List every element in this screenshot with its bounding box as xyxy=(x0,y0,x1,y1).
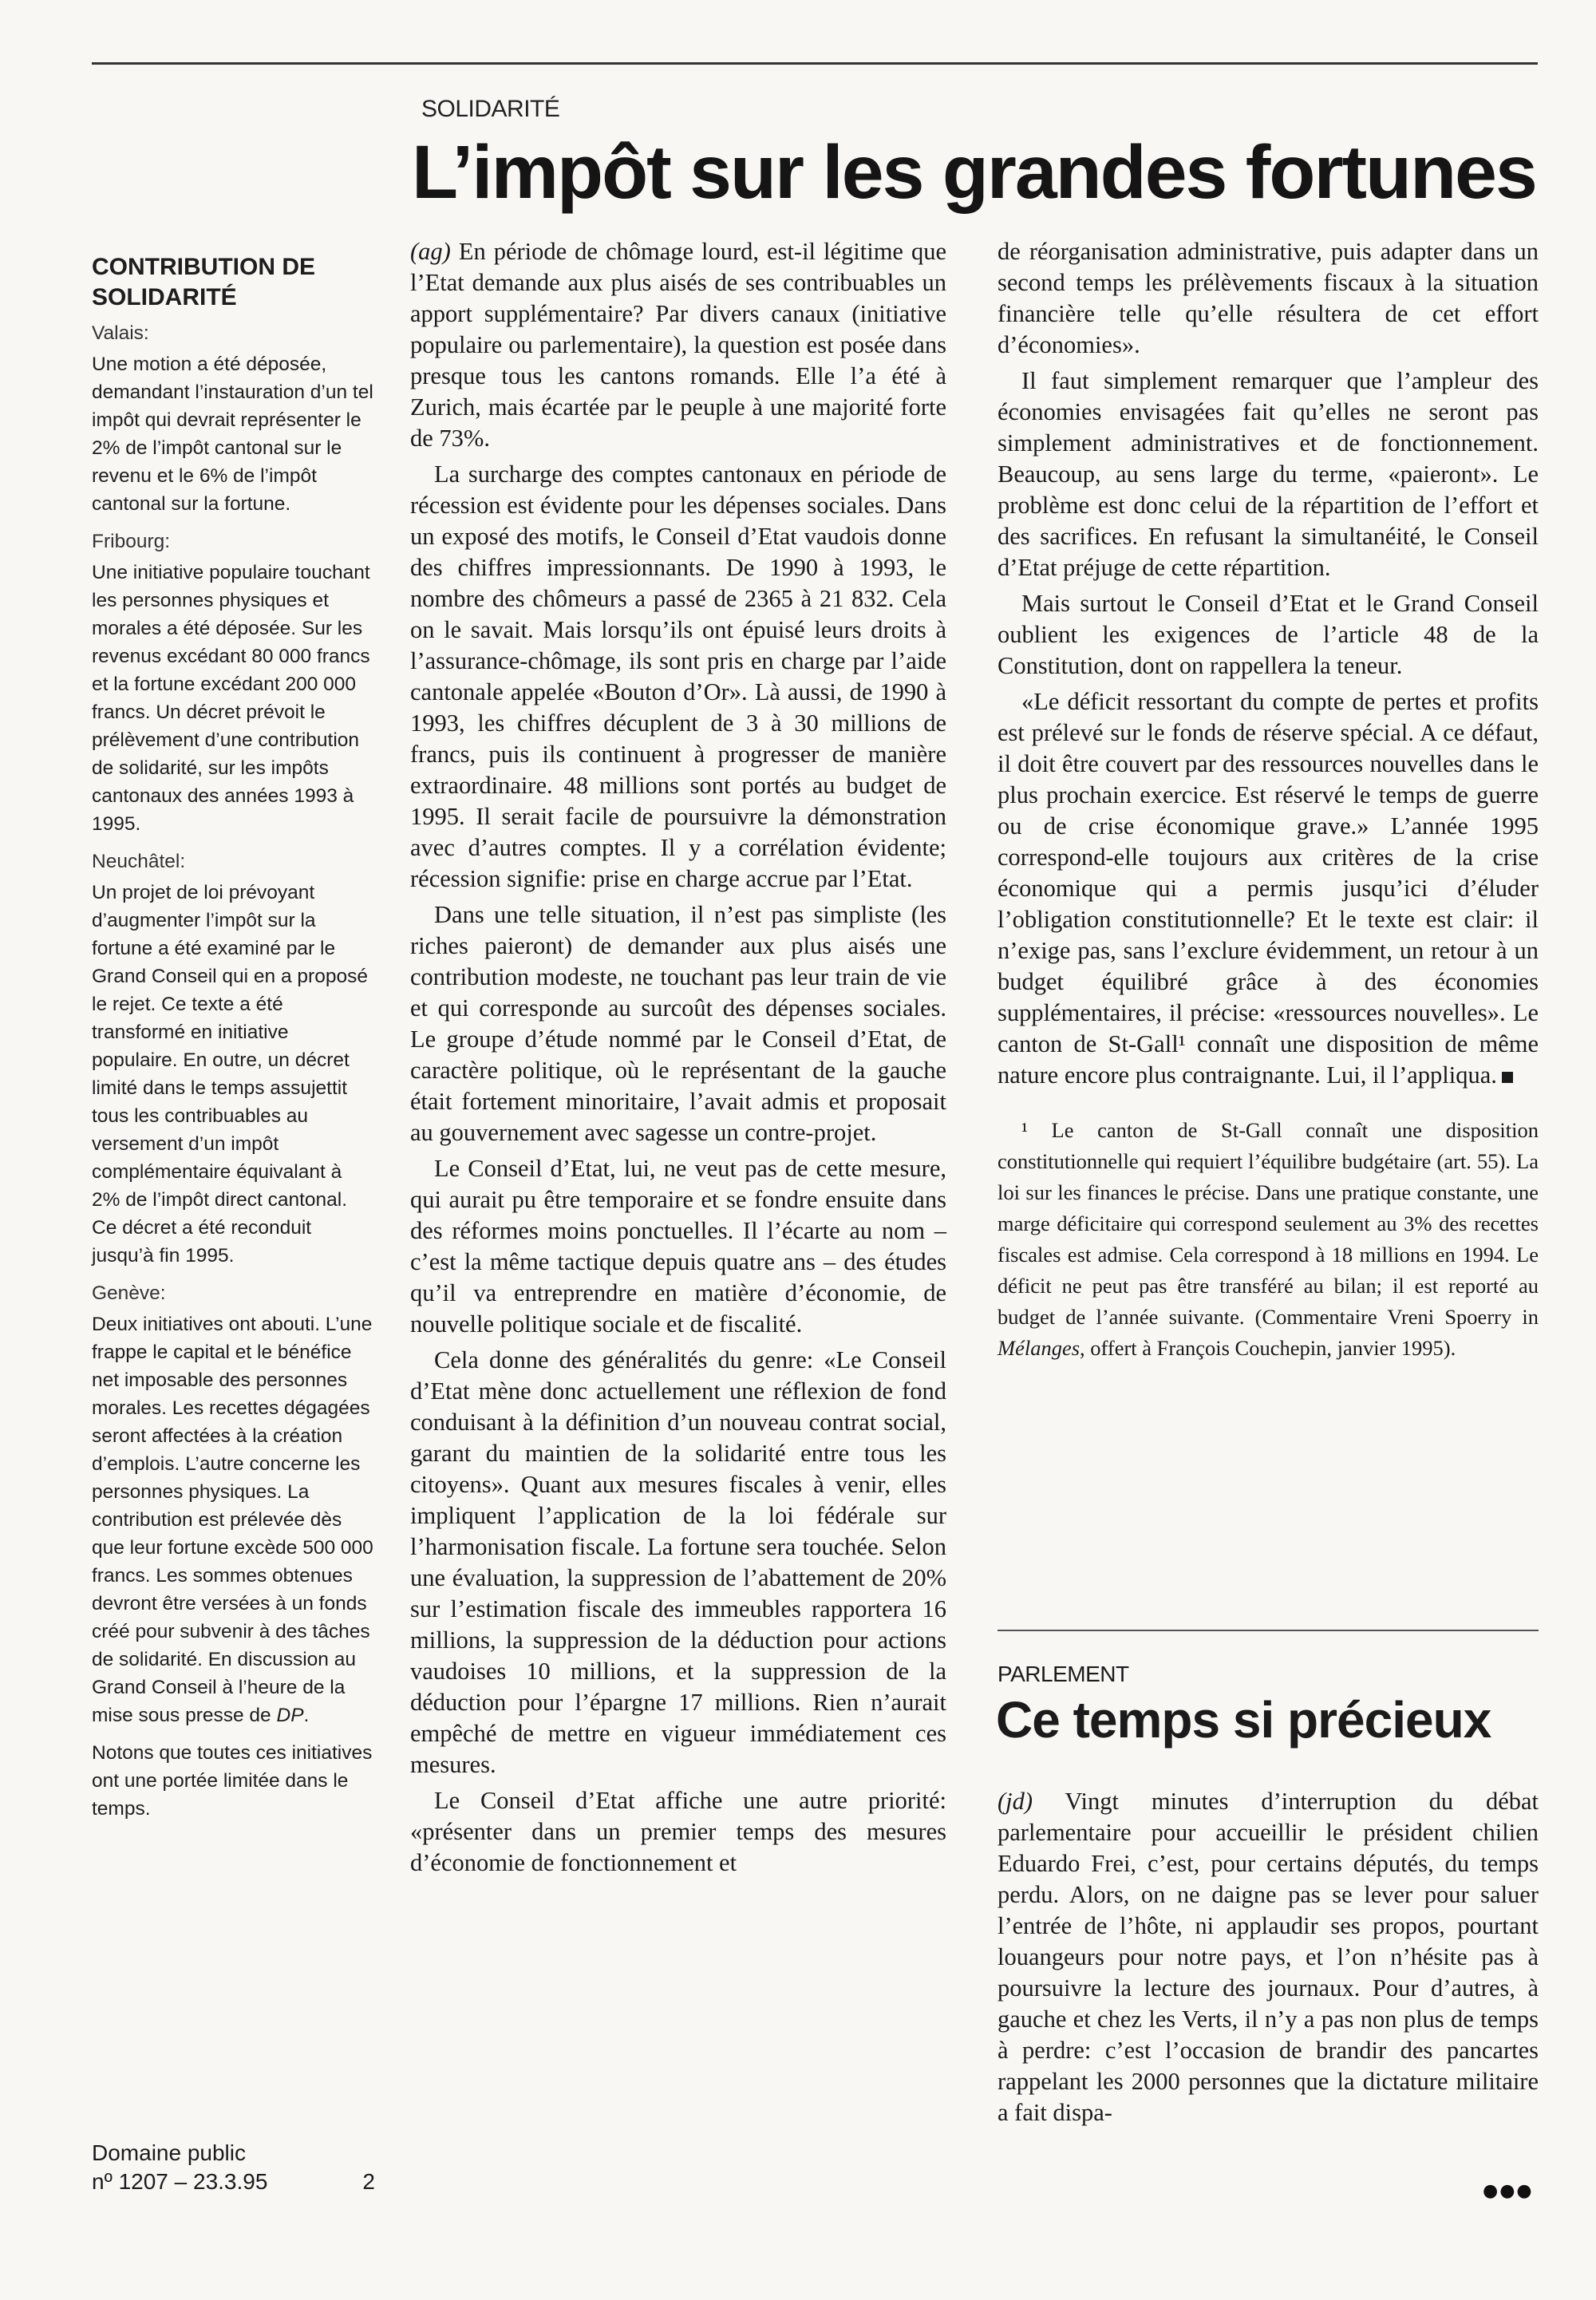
paragraph: Mais surtout le Conseil d’Etat et le Grand Conseil oublient les exigences de l’article 48 de la Constitution, dont on rappellera la teneur. xyxy=(998,590,1539,679)
sidebar-note: Notons que toutes ces initiatives ont une portée limitée dans le temps. xyxy=(92,1742,373,1820)
paragraph-text: Vingt minutes d’interruption du débat parlementaire pour accueillir le président chilien Eduardo Frei, c’est, pour certains députés, du temps perdu. Alors, on ne daigne pas se lever pour saluer l’entrée de l’hôte, ni applaudir ses propos, pourtant louangeurs pour notre pays, et l’on n’hésite pas à poursuivre la lecture des journaux. Pour d’autres, à gauche et chez les Verts, il n’y a pas non plus de temps à perdre: c’est l’occasion de brandir des pancartes rappelant les 2000 personnes que la dictature militaire a fait dispa- xyxy=(998,1788,1539,2126)
article2-body xyxy=(998,1786,1539,2128)
sidebar-text-fribourg: Une initiative populaire touchant les personnes physiques et morales a été déposée. Sur les revenus excédant 80 000 francs et la fortune excédant 200 000 francs. Un décret prévoit le prélèvement d’une contribution de solidarité, sur les impôts cantonaux des années 1993 à 1995. xyxy=(92,562,370,835)
sidebar-text-geneve xyxy=(92,1310,375,1729)
paragraph: Le Conseil d’Etat, lui, ne veut pas de cette mesure, qui aurait pu être temporaire et se fondre ensuite dans des réformes moins ponctuelles. Il l’écarte au nom – c’est la même tactique depuis quatre ans – des études qu’il va entreprendre en matière d’économie, de nouvelle politique sociale et de fiscalité. xyxy=(410,1155,946,1338)
sidebar-region-geneve: Genève: xyxy=(92,1282,166,1304)
article-column-1 xyxy=(410,236,946,1883)
sidebar-region-neuchatel: Neuchâtel: xyxy=(92,851,186,872)
author-initials: (jd) xyxy=(998,1788,1033,1815)
sidebar-text-geneve-end: . xyxy=(303,1705,310,1726)
footnote-italic: Mélanges xyxy=(998,1336,1080,1360)
sidebar-text-neuchatel: Un projet de loi prévoyant d’augmenter l’impôt sur la fortune a été examiné par le Grand Conseil qui en a proposé le rejet. Ce texte a été transformé en initiative populaire. En outre, un décret limité dans le temps assujettit tous les contribuables au versement d’un impôt complémentaire équivalant à 2% de l’impôt direct cantonal. Ce décret a été reconduit jusqu’à fin 1995. xyxy=(92,882,368,1267)
sidebar-text-valais: Une motion a été déposée, demandant l’instauration d’un tel impôt qui devrait représenter le 2% de l’impôt cantonal sur le revenu et le 6% de l’impôt cantonal sur la fortune. xyxy=(92,354,373,515)
article-headline: L’impôt sur les grandes fortunes xyxy=(412,130,1536,215)
paragraph: La surcharge des comptes cantonaux en période de récession est évidente pour les dépenses sociales. Dans un exposé des motifs, le Conseil d’Etat vaudois donne des chiffres impressionnants. De 1990 à 1993, le nombre des chômeurs a passé de 2365 à 21 832. Cela on le savait. Mais lorsqu’ils ont épuisé leurs droits à l’assurance-chômage, ils sont pris en charge par l’aide cantonale appelée «Bouton d’Or». Là aussi, de 1990 à 1993, les chiffres décuplent de 3 à 30 millions de francs, puis ils continuent à progresser de manière extraordinaire. 48 millions sont portés au budget de 1995. Il serait facile de poursuivre la démonstration avec d’autres comptes. Il y a corrélation évidente; récession signifie: prise en charge accrue par l’Etat. xyxy=(410,460,946,892)
paragraph: Dans une telle situation, il n’est pas simpliste (les riches paieront) de demander aux plus aisés une contribution modeste, ne touchant pas leur train de vie et qui corresponde au surcoût des dépenses sociales. Le groupe d’étude nommé par le Conseil d’Etat, de caractère politique, où le représentant de la gauche était fortement minoritaire, l’avait admis et proposait au gouvernement avec sagesse un contre-projet. xyxy=(410,901,946,1146)
footnote-body: ¹ Le canton de St-Gall connaît une disposition constitutionnelle qui requiert l’équilibre budgétaire (art. 55). La loi sur les finances le précise. Dans une pratique constante, une marge déficitaire qui correspond seulement au 3% des recettes fiscales est admise. Cela correspond à 18 millions en 1994. Le déficit ne peut pas être transféré au bilan; il est reporté au budget de l’année suivante. (Commentaire Vreni Spoerry in xyxy=(998,1118,1539,1329)
top-rule xyxy=(92,62,1538,65)
footnote-end: , offert à François Couchepin, janvier 1995). xyxy=(1080,1336,1456,1360)
paragraph xyxy=(998,686,1539,1091)
publication-footer xyxy=(92,2139,375,2196)
publication-issue: nº 1207 – 23.3.95 xyxy=(92,2169,268,2194)
paragraph: Il faut simplement remarquer que l’ampleur des économies envisagées fait qu’elles ne seront pas simplement administratives et de fonctionnement. Beaucoup, au sens large du terme, «paieront». Le problème est donc celui de la répartition de l’effort et des sacrifices. En refusant la simultanéité, le Conseil d’Etat préjuge de cette répartition. xyxy=(998,367,1539,581)
article-column-2 xyxy=(998,236,1539,1369)
article-kicker: SOLIDARITÉ xyxy=(421,96,560,122)
page-number: 2 xyxy=(362,2169,375,2194)
sidebar-text-geneve-dp: DP xyxy=(276,1705,304,1726)
sidebar-region-valais: Valais: xyxy=(92,322,149,344)
paragraph-text: «Le déficit ressortant du compte de pertes et profits est prélevé sur le fonds de réserve spécial. A ce défaut, il doit être couvert par des ressources nouvelles dans le plus prochain exercice. Est réservé le temps de guerre ou de crise économique grave.» L’année 1995 correspond-elle toujours aux critères de la crise économique qui a permis jusqu’ici d’éluder l’obligation constitutionnelle? Et le texte est clair: il n’exige pas, sans l’exclure évidemment, un retour à un budget équilibré grâce à des économies supplémentaires, il précise: «ressources nouvelles». Le canton de St-Gall¹ connaît une disposition de même nature encore plus contraignante. Lui, il l’appliqua. xyxy=(998,688,1539,1089)
paragraph-text: En période de chômage lourd, est-il légitime que l’Etat demande aux plus aisés de ses contribuables un apport supplémentaire? Par divers canaux (initiative populaire ou parlementaire), la question est posée dans presque tous les cantons romands. Elle l’a été à Zurich, mais écartée par le peuple à une majorité forte de 73%. xyxy=(410,238,946,452)
paragraph xyxy=(998,1786,1539,2128)
continued-marker: ●●● xyxy=(1483,2181,1534,2201)
section-divider xyxy=(998,1630,1539,1631)
paragraph xyxy=(410,236,946,454)
article2-headline: Ce temps si précieux xyxy=(996,1691,1491,1749)
sidebar-heading: CONTRIBUTION DE SOLIDARITÉ xyxy=(92,254,315,310)
sidebar-text-geneve-body: Deux initiatives ont abouti. L’une frappe le capital et le bénéfice net imposable des personnes morales. Les recettes dégagées seront affectées à la création d’emplois. L’autre concerne les personnes physiques. La contribution est prélevée dès que leur fortune excède 500 000 francs. Les sommes obtenues devront être versées à un fonds créé pour subvenir à des tâches de solidarité. En discussion au Grand Conseil à l’heure de la mise sous presse de xyxy=(92,1314,373,1726)
footnote xyxy=(998,1115,1539,1364)
end-of-article-mark xyxy=(1502,1072,1513,1083)
author-initials: (ag) xyxy=(410,238,451,265)
article2-kicker: PARLEMENT xyxy=(998,1662,1129,1686)
paragraph: Le Conseil d’Etat affiche une autre priorité: «présenter dans un premier temps des mesures d’économie de fonctionnement et xyxy=(410,1787,946,1876)
footnote-text xyxy=(998,1115,1539,1364)
publication-name: Domaine public xyxy=(92,2140,246,2165)
paragraph: de réorganisation administrative, puis adapter dans un second temps les prélèvements fiscaux à la situation financière telle qu’elle résultera de cet effort d’économies». xyxy=(998,238,1539,358)
paragraph: Cela donne des généralités du genre: «Le Conseil d’Etat mène donc actuellement une réflexion de fond conduisant à la définition d’un nouveau contrat social, garant du maintien de la solidarité entre tous les citoyens». Quant aux mesures fiscales à venir, elles impliquent l’application de la loi fédérale sur l’harmonisation fiscale. La fortune sera touchée. Selon une évaluation, la suppression de l’abattement de 20% sur l’estimation fiscale des immeubles rapportera 16 millions, la suppression de la déduction pour actions vaudoises 10 millions, et la suppression de la déduction pour l’épargne 17 millions. Rien n’aurait empêché de mettre en vigueur immédiatement ces mesures. xyxy=(410,1346,946,1778)
sidebar-region-fribourg: Fribourg: xyxy=(92,531,171,552)
sidebar-box xyxy=(92,252,375,1832)
